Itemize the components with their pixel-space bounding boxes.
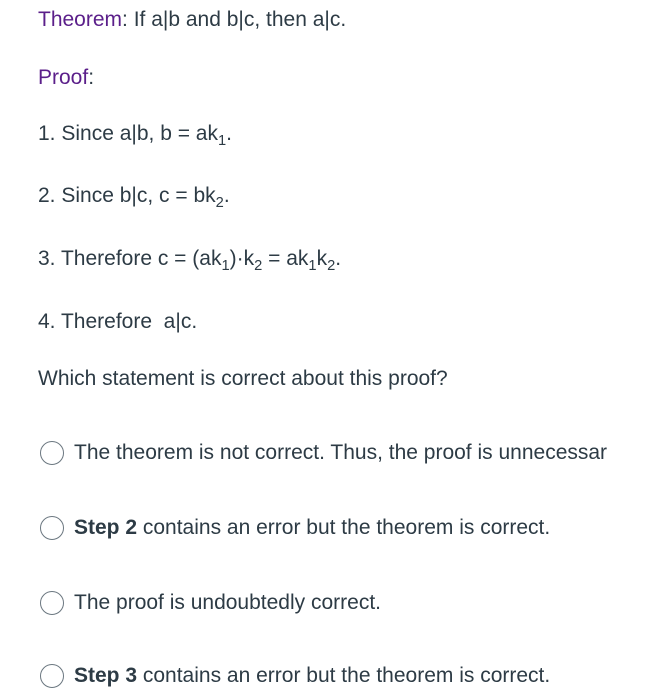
option-label: The proof is undoubtedly correct. — [74, 591, 382, 614]
step-3-subscript-2: 2 — [254, 258, 263, 275]
proof-colon: : — [88, 66, 95, 89]
radio-button[interactable] — [40, 516, 64, 540]
answer-option-4[interactable] — [40, 664, 550, 688]
step-3-text: 3. Therefore c = (ak — [38, 247, 222, 270]
step-1-subscript: 1 — [218, 133, 227, 150]
answer-option-3[interactable] — [40, 591, 381, 615]
proof-step-4 — [38, 310, 197, 334]
answer-option-1[interactable] — [40, 441, 607, 465]
proof-heading — [38, 66, 94, 90]
option-label: The theorem is not correct. Thus, the proof is unnecessar — [74, 441, 608, 464]
radio-button[interactable] — [40, 591, 64, 615]
radio-button[interactable] — [40, 664, 64, 688]
step-3-subscript-4: 2 — [327, 258, 336, 275]
answer-option-2[interactable] — [40, 516, 550, 540]
question-text: Which statement is correct about this proof? — [38, 367, 448, 390]
proof-label: Proof — [38, 66, 89, 89]
step-3-text-mid2: = ak — [262, 247, 309, 270]
theorem-text: : If a|b and b|c, then a|c. — [122, 8, 347, 31]
proof-step-3 — [38, 247, 342, 275]
theorem-statement — [38, 8, 346, 32]
step-3-text-mid3: k — [316, 247, 328, 270]
step-2-text: 2. Since b|c, c = bk — [38, 184, 216, 207]
option-label: Step 3 contains an error but the theorem is correct. — [74, 664, 551, 687]
theorem-label: Theorem — [38, 8, 123, 31]
step-2-subscript: 2 — [215, 195, 224, 212]
step-3-period: . — [335, 247, 342, 270]
radio-button[interactable] — [40, 441, 64, 465]
proof-step-1 — [38, 122, 233, 150]
step-3-subscript-1: 1 — [221, 258, 230, 275]
proof-step-2 — [38, 184, 230, 212]
option-label: Step 2 contains an error but the theorem is correct. — [74, 516, 551, 539]
step-2-period: . — [223, 184, 230, 207]
step-3-text-mid: )·k — [229, 247, 255, 270]
step-3-subscript-3: 1 — [308, 258, 317, 275]
step-1-period: . — [226, 122, 233, 145]
step-4-text: 4. Therefore a|c. — [38, 310, 198, 333]
step-1-text: 1. Since a|b, b = ak — [38, 122, 218, 145]
